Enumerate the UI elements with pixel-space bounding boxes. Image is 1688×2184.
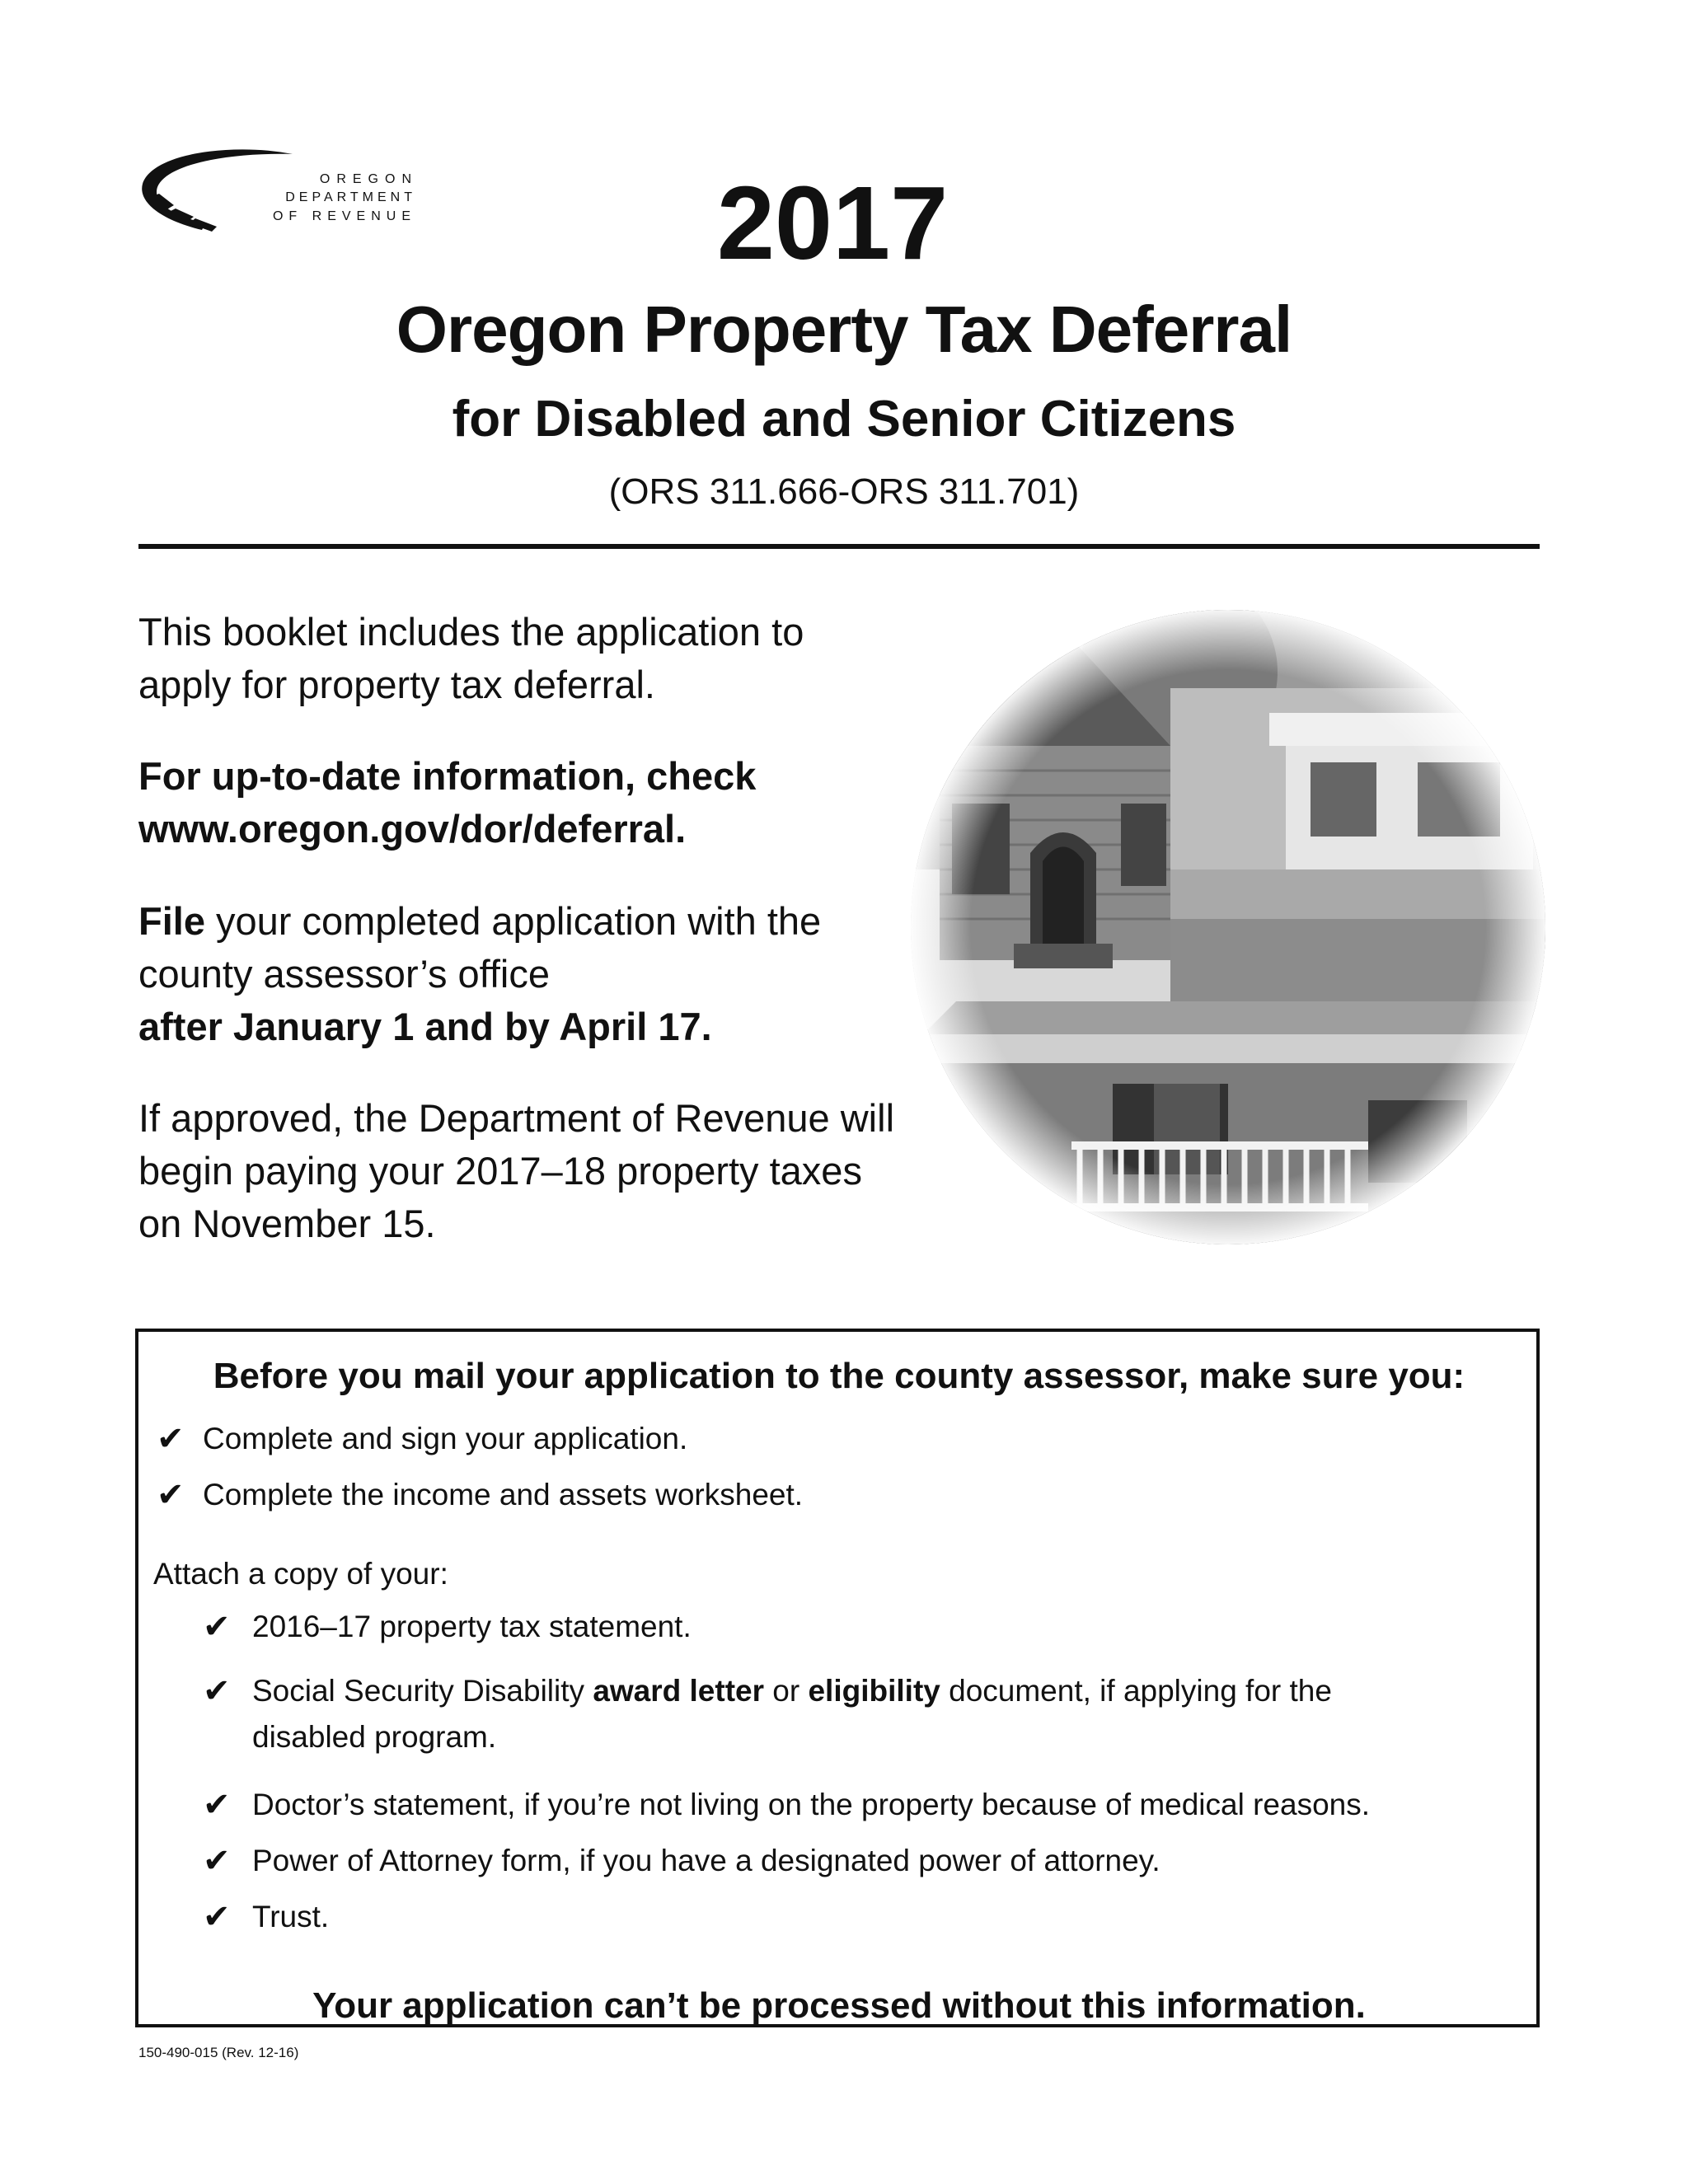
ssd-award-letter: award letter xyxy=(593,1674,765,1708)
attach-label: Attach a copy of your: xyxy=(153,1557,448,1591)
checkmark-icon: ✔ xyxy=(203,1673,231,1709)
checklist-heading: Before you mail your application to the county assessor, make sure you: xyxy=(213,1356,1465,1396)
attachment-doctor-statement: Doctor’s statement, if you’re not living on the property because of medical reasons. xyxy=(252,1788,1371,1821)
title-year: 2017 xyxy=(716,165,949,281)
intro-paragraph-file xyxy=(138,895,897,1053)
checkmark-icon: ✔ xyxy=(157,1421,185,1457)
logo-text-of-revenue: OF REVENUE xyxy=(272,209,416,223)
checkmark-icon: ✔ xyxy=(203,1899,231,1935)
attachment-tax-statement: 2016–17 property tax statement. xyxy=(252,1610,692,1643)
checkmark-icon: ✔ xyxy=(157,1477,185,1513)
ssd-eligibility: eligibility xyxy=(808,1674,940,1708)
ssd-text-2: or xyxy=(764,1674,809,1708)
logo-text-oregon: OREGON xyxy=(319,172,418,186)
intro-paragraph-booklet: This booklet includes the application to apply for property tax deferral. xyxy=(138,610,804,706)
attachment-trust: Trust. xyxy=(252,1900,330,1933)
checklist-footer-warning: Your application can’t be processed without this information. xyxy=(312,1985,1366,2026)
checkmark-icon: ✔ xyxy=(203,1843,231,1879)
file-bold-lead: File xyxy=(138,899,205,943)
file-text: your completed application with the county assessor’s office xyxy=(138,899,822,996)
intro-paragraph-approval: If approved, the Department of Revenue will begin paying your 2017–18 property taxes on November 15. xyxy=(138,1096,895,1245)
checklist-item-worksheet: Complete the income and assets worksheet. xyxy=(203,1478,804,1511)
file-deadline: after January 1 and by April 17. xyxy=(138,1005,712,1048)
statute-reference: (ORS 311.666-ORS 311.701) xyxy=(608,471,1080,512)
houses-image xyxy=(907,606,1550,1249)
intro-paragraph-website: For up-to-date information, check www.oregon.gov/dor/deferral. xyxy=(138,754,757,851)
attachment-ssd-letter-line2: disabled program. xyxy=(252,1720,497,1754)
attachment-ssd-letter xyxy=(252,1671,1332,1711)
checkmark-icon: ✔ xyxy=(203,1609,231,1645)
attachment-power-of-attorney: Power of Attorney form, if you have a designated power of attorney. xyxy=(252,1844,1160,1877)
logo-text-department: DEPARTMENT xyxy=(285,190,416,204)
ssd-text-1: Social Security Disability xyxy=(252,1674,593,1708)
checklist-item-sign: Complete and sign your application. xyxy=(203,1422,688,1455)
checkmark-icon: ✔ xyxy=(203,1787,231,1823)
ssd-text-3: document, if applying for the xyxy=(940,1674,1332,1708)
homes-photo-collage xyxy=(907,606,1550,1249)
page-title: Oregon Property Tax Deferral xyxy=(396,293,1292,366)
page-subtitle: for Disabled and Senior Citizens xyxy=(452,391,1236,448)
title-divider xyxy=(138,544,1540,549)
form-number: 150-490-015 (Rev. 12-16) xyxy=(138,2045,299,2060)
